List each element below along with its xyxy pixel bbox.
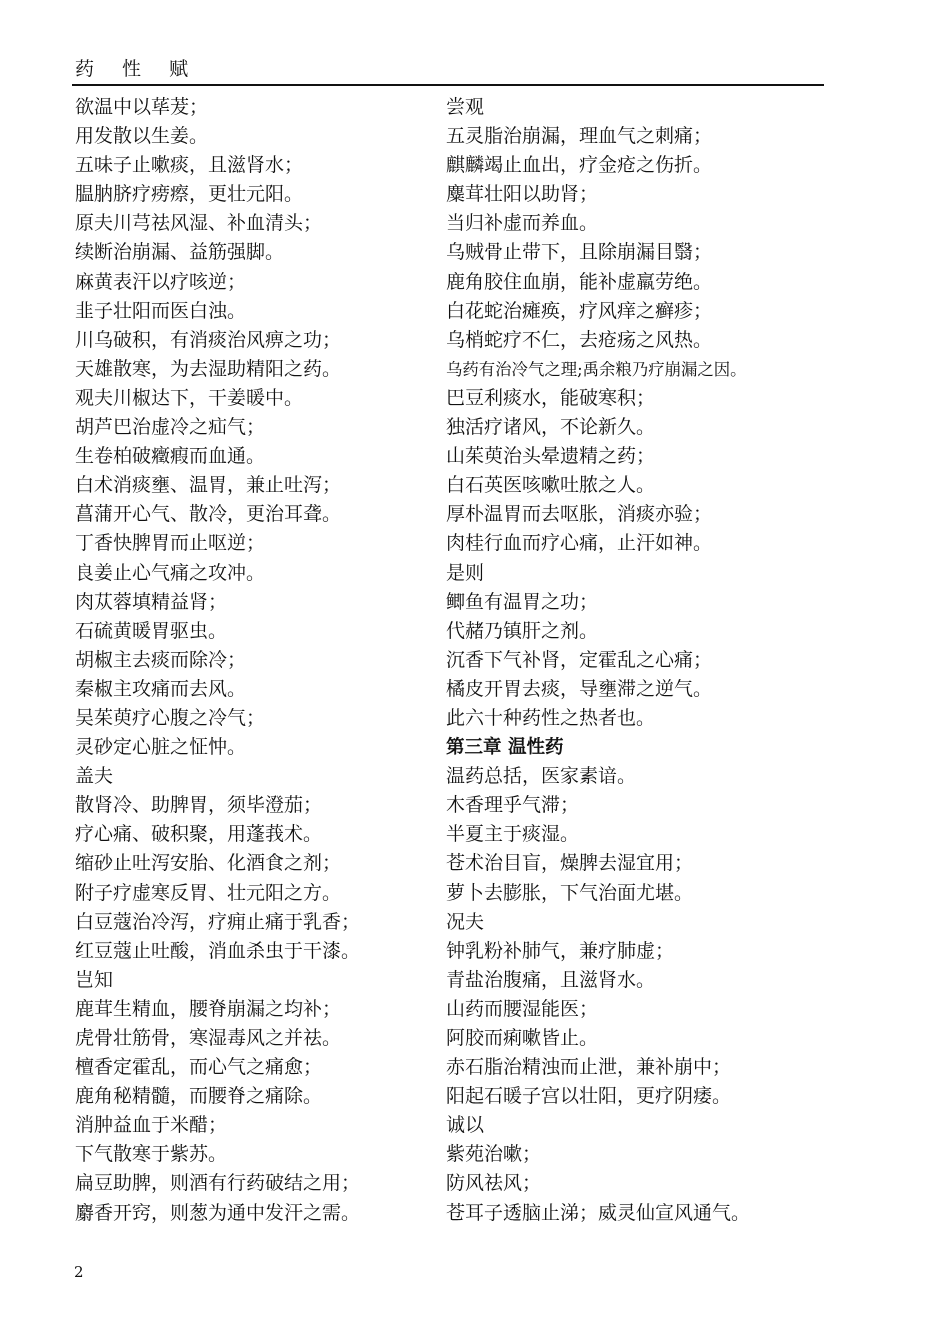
verse-line: 秦椒主攻痛而去风。 bbox=[75, 677, 247, 700]
verse-line: 紫苑治嗽； bbox=[446, 1143, 542, 1166]
verse-line: 独活疗诸风，不论新久。 bbox=[446, 416, 656, 439]
verse-line: 麝香开窍，则葱为通中发汗之需。 bbox=[75, 1201, 361, 1224]
verse-line: 萝卜去膨胀，下气治面尤堪。 bbox=[446, 881, 694, 904]
verse-line: 赤石脂治精浊而止泄，兼补崩中； bbox=[446, 1056, 732, 1079]
verse-line: 麻黄表汗以疗咳逆； bbox=[75, 270, 247, 293]
section-connective: 是则 bbox=[446, 561, 485, 584]
verse-line: 韭子壮阳而医白浊。 bbox=[75, 299, 247, 322]
verse-line: 阿胶而痢嗽皆止。 bbox=[446, 1027, 599, 1049]
section-connective: 盖夫 bbox=[75, 765, 114, 788]
verse-line: 鹿角秘精髓，而腰脊之痛除。 bbox=[75, 1085, 323, 1108]
verse-line: 天雄散寒，为去湿助精阳之药。 bbox=[75, 357, 342, 380]
verse-line: 观夫川椒达下，干姜暖中。 bbox=[75, 386, 304, 409]
verse-line: 麒麟竭止血出，疗金疮之伤折。 bbox=[446, 154, 713, 177]
verse-line: 灵砂定心脏之怔忡。 bbox=[75, 736, 247, 759]
verse-line: 鹿茸生精血，腰脊崩漏之均补； bbox=[75, 997, 342, 1020]
verse-line: 木香理乎气滞； bbox=[446, 794, 580, 817]
verse-line: 下气散寒于紫苏。 bbox=[75, 1143, 228, 1166]
verse-line: 白豆蔻治冷泻，疗痈止痛于乳香； bbox=[75, 910, 361, 933]
section-connective: 况夫 bbox=[446, 910, 485, 933]
verse-line: 苍耳子透脑止涕；威灵仙宣风通气。 bbox=[446, 1201, 751, 1224]
verse-line: 白石英医咳嗽吐脓之人。 bbox=[446, 474, 656, 497]
verse-line: 半夏主于痰湿。 bbox=[446, 823, 580, 846]
page-header-title: 药 性 赋 bbox=[75, 58, 200, 80]
verse-line: 续断治崩漏、益筋强脚。 bbox=[75, 241, 285, 264]
verse-line: 肉桂行血而疗心痛，止汗如神。 bbox=[446, 532, 713, 555]
page-number: 2 bbox=[74, 1263, 84, 1281]
verse-line: 丁香快脾胃而止呕逆； bbox=[75, 532, 266, 555]
verse-line: 代赭乃镇肝之剂。 bbox=[446, 619, 599, 642]
verse-line: 缩砂止吐泻安胎、化酒食之剂； bbox=[75, 852, 342, 875]
verse-line: 鹿角胶住血崩，能补虚羸劳绝。 bbox=[446, 270, 713, 293]
verse-line: 白花蛇治瘫痪，疗风痒之癣疹； bbox=[446, 299, 713, 322]
verse-line: 消肿益血于米醋； bbox=[75, 1114, 228, 1137]
section-connective: 诚以 bbox=[446, 1114, 485, 1137]
verse-line: 石硫黄暖胃驱虫。 bbox=[75, 619, 228, 642]
verse-line: 阳起石暖子宫以壮阳，更疗阴痿。 bbox=[446, 1085, 732, 1108]
verse-line: 胡椒主去痰而除冷； bbox=[75, 648, 247, 671]
verse-line: 麋茸壮阳以助肾； bbox=[446, 183, 599, 206]
verse-line: 腽肭脐疗痨瘵，更壮元阳。 bbox=[75, 183, 304, 206]
verse-line: 原夫川芎祛风湿、补血清头； bbox=[75, 212, 323, 235]
chapter-heading: 第三章 温性药 bbox=[446, 737, 564, 759]
verse-line: 沉香下气补肾，定霍乱之心痛； bbox=[446, 648, 713, 671]
verse-line: 附子疗虚寒反胃、壮元阳之方。 bbox=[75, 881, 342, 904]
verse-line: 生卷柏破癥瘕而血通。 bbox=[75, 445, 266, 468]
verse-line: 此六十种药性之热者也。 bbox=[446, 706, 656, 729]
verse-line: 疗心痛、破积聚，用蓬莪术。 bbox=[75, 823, 323, 846]
verse-line: 虎骨壮筋骨，寒湿毒风之并祛。 bbox=[75, 1027, 342, 1049]
verse-line: 良姜止心气痛之攻冲。 bbox=[75, 561, 266, 584]
verse-line: 用发散以生姜。 bbox=[75, 125, 209, 148]
verse-line: 钟乳粉补肺气，兼疗肺虚； bbox=[446, 939, 675, 962]
verse-line: 山药而腰湿能医； bbox=[446, 997, 599, 1020]
verse-line: 散肾冷、助脾胃，须毕澄茄； bbox=[75, 794, 323, 817]
right-text-column bbox=[446, 93, 826, 1228]
verse-line: 鲫鱼有温胃之功； bbox=[446, 590, 599, 613]
verse-line: 山茱萸治头晕遗精之药； bbox=[446, 445, 656, 468]
verse-line: 厚朴温胃而去呕胀，消痰亦验； bbox=[446, 503, 713, 526]
verse-line: 檀香定霍乱，而心气之痛愈； bbox=[75, 1056, 323, 1079]
verse-line: 红豆蔻止吐酸，消血杀虫于干漆。 bbox=[75, 939, 361, 962]
verse-line: 青盐治腹痛，且滋肾水。 bbox=[446, 968, 656, 991]
verse-line: 扁豆助脾，则酒有行药破结之用； bbox=[75, 1172, 361, 1195]
verse-line: 乌贼骨止带下，且除崩漏目翳； bbox=[446, 241, 713, 264]
verse-line: 当归补虚而养血。 bbox=[446, 212, 599, 235]
verse-line: 防风祛风； bbox=[446, 1172, 542, 1195]
verse-line: 肉苁蓉填精益肾； bbox=[75, 590, 228, 613]
verse-line: 乌梢蛇疗不仁，去疮疡之风热。 bbox=[446, 328, 713, 351]
verse-line: 胡芦巴治虚冷之疝气； bbox=[75, 416, 266, 439]
left-text-column bbox=[75, 93, 440, 1228]
header-rule bbox=[72, 84, 824, 86]
verse-line: 菖蒲开心气、散冷，更治耳聋。 bbox=[75, 503, 342, 526]
verse-line: 苍术治目盲，燥脾去湿宜用； bbox=[446, 852, 694, 875]
verse-line: 五灵脂治崩漏，理血气之刺痛； bbox=[446, 125, 713, 148]
verse-line: 巴豆利痰水，能破寒积； bbox=[446, 386, 656, 409]
verse-line: 欲温中以荜茇； bbox=[75, 96, 209, 118]
verse-line: 白术消痰壅、温胃，兼止吐泻； bbox=[75, 474, 342, 497]
verse-line: 川乌破积，有消痰治风痹之功； bbox=[75, 328, 342, 351]
verse-line: 温药总括，医家素谙。 bbox=[446, 765, 637, 788]
section-connective: 岂知 bbox=[75, 968, 114, 991]
verse-line: 乌药有治冷气之理;禹余粮乃疗崩漏之因。 bbox=[446, 359, 747, 379]
verse-line: 五味子止嗽痰，且滋肾水； bbox=[75, 154, 304, 177]
section-connective: 尝观 bbox=[446, 96, 485, 118]
verse-line: 橘皮开胃去痰，导壅滞之逆气。 bbox=[446, 677, 713, 700]
verse-line: 吴茱萸疗心腹之冷气； bbox=[75, 706, 266, 729]
